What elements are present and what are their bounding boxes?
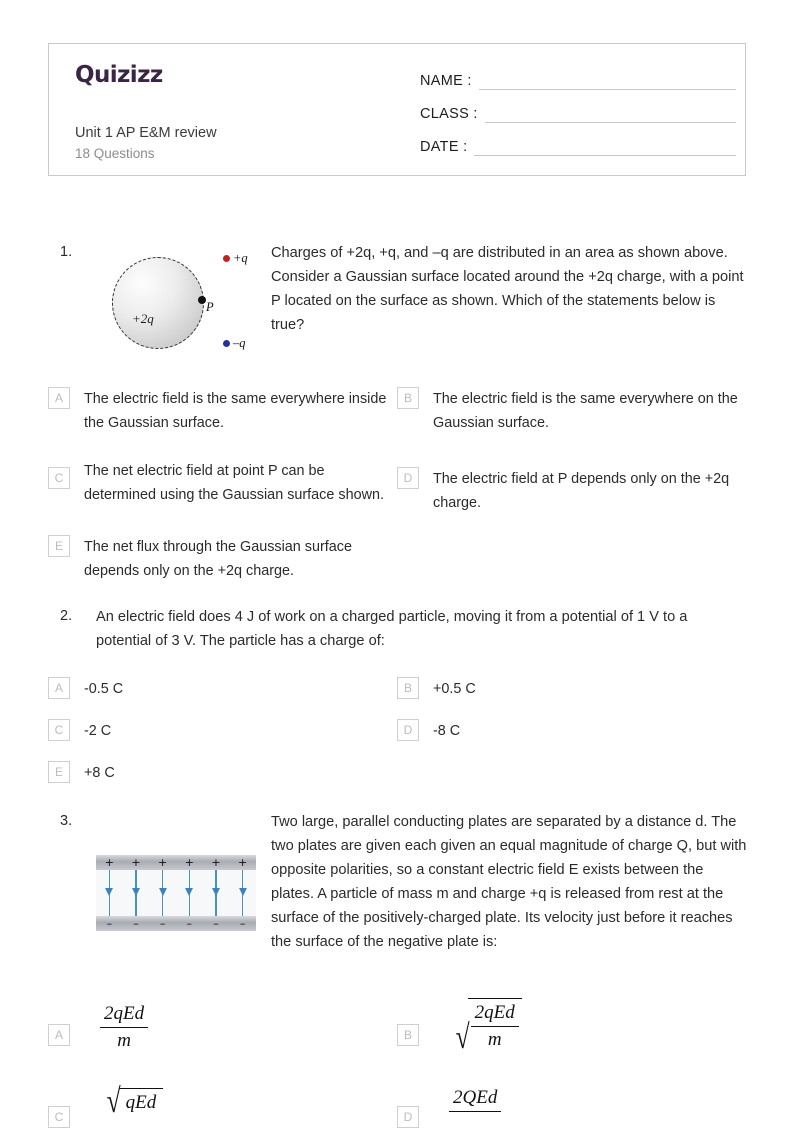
question-1-option-a[interactable]	[48, 387, 388, 435]
option-text: The net electric field at point P can be determined using the Gaussian surface shown.	[84, 463, 384, 503]
option-text: The net flux through the Gaussian surface depends only on the +2q charge.	[84, 539, 352, 579]
option-text: The electric field is the same everywhere inside the Gaussian surface.	[84, 391, 387, 431]
question-1-option-c[interactable]	[48, 459, 388, 507]
radical-icon: √	[106, 1083, 121, 1121]
question-1-option-b[interactable]	[397, 387, 749, 435]
field-arrow-icon	[130, 870, 141, 916]
question-2-number: 2.	[60, 608, 73, 624]
option-letter-box: B	[397, 677, 419, 699]
point-p-dot	[198, 296, 206, 304]
date-field-row	[420, 136, 736, 156]
question-3-figure	[96, 855, 256, 931]
option-math	[102, 1083, 163, 1121]
quizizz-logo: Quizizz	[75, 62, 163, 88]
option-math	[449, 1086, 501, 1112]
name-field-row	[420, 70, 736, 90]
question-2-text: An electric field does 4 J of work on a charged particle, moving it from a potential of 1 V to a potential of 3 V. The particle has a charge of:	[96, 609, 688, 649]
option-text: +8 C	[84, 765, 115, 781]
field-arrow-icon	[104, 870, 115, 916]
option-text: The electric field at P depends only on the +2q charge.	[433, 471, 730, 511]
question-1-option-e[interactable]	[48, 535, 388, 583]
charge-minus-q-dot-icon	[223, 340, 230, 347]
question-1-text: Charges of +2q, +q, and –q are distributed in an area as shown above. Consider a Gaussian surface located around the +2q charge, with a point P located on the surface as shown. Which of the statements below is true?	[271, 245, 744, 333]
charge-plus-q-dot-icon	[223, 255, 230, 262]
quiz-title: Unit 1 AP E&M review	[75, 125, 217, 141]
class-field-input[interactable]	[485, 105, 736, 123]
plate-sign: +	[211, 856, 221, 869]
radical-icon: √	[455, 1019, 470, 1057]
option-letter-box: A	[48, 387, 70, 409]
plate-sign: +	[158, 856, 168, 869]
charge-minus-q	[223, 336, 246, 351]
option-math	[451, 998, 522, 1056]
charge-minus-q-label: –q	[233, 336, 246, 350]
question-2-option-d[interactable]	[397, 719, 727, 743]
class-field-label: CLASS :	[420, 106, 478, 122]
charge-plus-q-label: +q	[233, 251, 248, 265]
question-3-option-a[interactable]	[48, 1003, 148, 1053]
option-letter-box: C	[48, 467, 70, 489]
plate-sign: +	[238, 856, 248, 869]
question-3-option-c[interactable]	[48, 1083, 163, 1128]
date-field-label: DATE :	[420, 139, 468, 155]
question-3-text: Two large, parallel conducting plates are separated by a distance d. The two plates are given each given an equal magnitude of charge Q, but with opposite polarities, so a constant electric field E exists between the plates. A particle of mass m and charge +q is released from rest at the surface of the positively-charged plate. Its velocity just before it reaches the surface of the negative plate is:	[271, 814, 747, 950]
option-math	[100, 1002, 148, 1053]
field-arrow-icon	[237, 870, 248, 916]
question-1-option-d[interactable]	[397, 459, 749, 515]
option-letter-box: D	[397, 1106, 419, 1128]
field-arrow-icon	[210, 870, 221, 916]
plate-sign: +	[104, 856, 114, 869]
question-count: 18 Questions	[75, 146, 155, 161]
question-3-option-b[interactable]	[397, 1002, 522, 1057]
option-text: +0.5 C	[433, 681, 476, 697]
charge-2q-label: +2q	[132, 311, 154, 326]
option-letter-box: E	[48, 761, 70, 783]
question-3-number: 3.	[60, 813, 73, 829]
fraction-denominator: m	[117, 1030, 131, 1051]
field-arrows	[96, 870, 256, 916]
name-field-label: NAME :	[420, 73, 472, 89]
fraction-numerator: 2qEd	[471, 1001, 519, 1027]
fraction-numerator: qEd	[125, 1092, 157, 1114]
option-letter-box: E	[48, 535, 70, 557]
charge-plus-q	[223, 251, 248, 266]
plate-sign: –	[213, 917, 219, 930]
plate-sign: –	[106, 917, 113, 930]
option-letter-box: A	[48, 1024, 70, 1046]
date-field-input[interactable]	[474, 138, 736, 156]
option-text: -2 C	[84, 723, 112, 739]
option-text: The electric field is the same everywhere on the Gaussian surface.	[433, 391, 738, 431]
option-letter-box: C	[48, 1106, 70, 1128]
plate-sign: –	[159, 917, 166, 930]
option-text: -8 C	[433, 723, 461, 739]
option-letter-box: D	[397, 467, 419, 489]
question-1-number: 1.	[60, 244, 73, 260]
positive-plate	[96, 855, 256, 870]
option-letter-box: C	[48, 719, 70, 741]
question-1-figure	[100, 243, 260, 355]
option-letter-box: D	[397, 719, 419, 741]
field-arrow-icon	[157, 870, 168, 916]
name-field-input[interactable]	[479, 72, 736, 90]
point-p-label: P	[206, 300, 214, 314]
question-2-option-a[interactable]	[48, 677, 378, 701]
worksheet-header-card	[48, 43, 746, 176]
fraction-numerator: 2QEd	[449, 1086, 501, 1112]
field-arrow-icon	[184, 870, 195, 916]
question-3-option-d[interactable]	[397, 1087, 501, 1128]
plate-sign: –	[186, 917, 193, 930]
fraction-numerator: 2qEd	[100, 1002, 148, 1028]
option-text: -0.5 C	[84, 681, 124, 697]
negative-plate	[96, 916, 256, 931]
fraction-denominator: m	[487, 1029, 502, 1050]
question-2-option-c[interactable]	[48, 719, 378, 743]
plate-sign: +	[131, 856, 141, 869]
class-field-row	[420, 103, 736, 123]
plate-sign: –	[133, 917, 139, 930]
option-letter-box: B	[397, 1024, 419, 1046]
plate-sign: +	[184, 856, 194, 869]
question-2-option-e[interactable]	[48, 761, 378, 785]
plate-sign: –	[239, 917, 246, 930]
option-letter-box: B	[397, 387, 419, 409]
option-letter-box: A	[48, 677, 70, 699]
question-2-option-b[interactable]	[397, 677, 727, 701]
gaussian-surface-circle	[112, 257, 204, 349]
